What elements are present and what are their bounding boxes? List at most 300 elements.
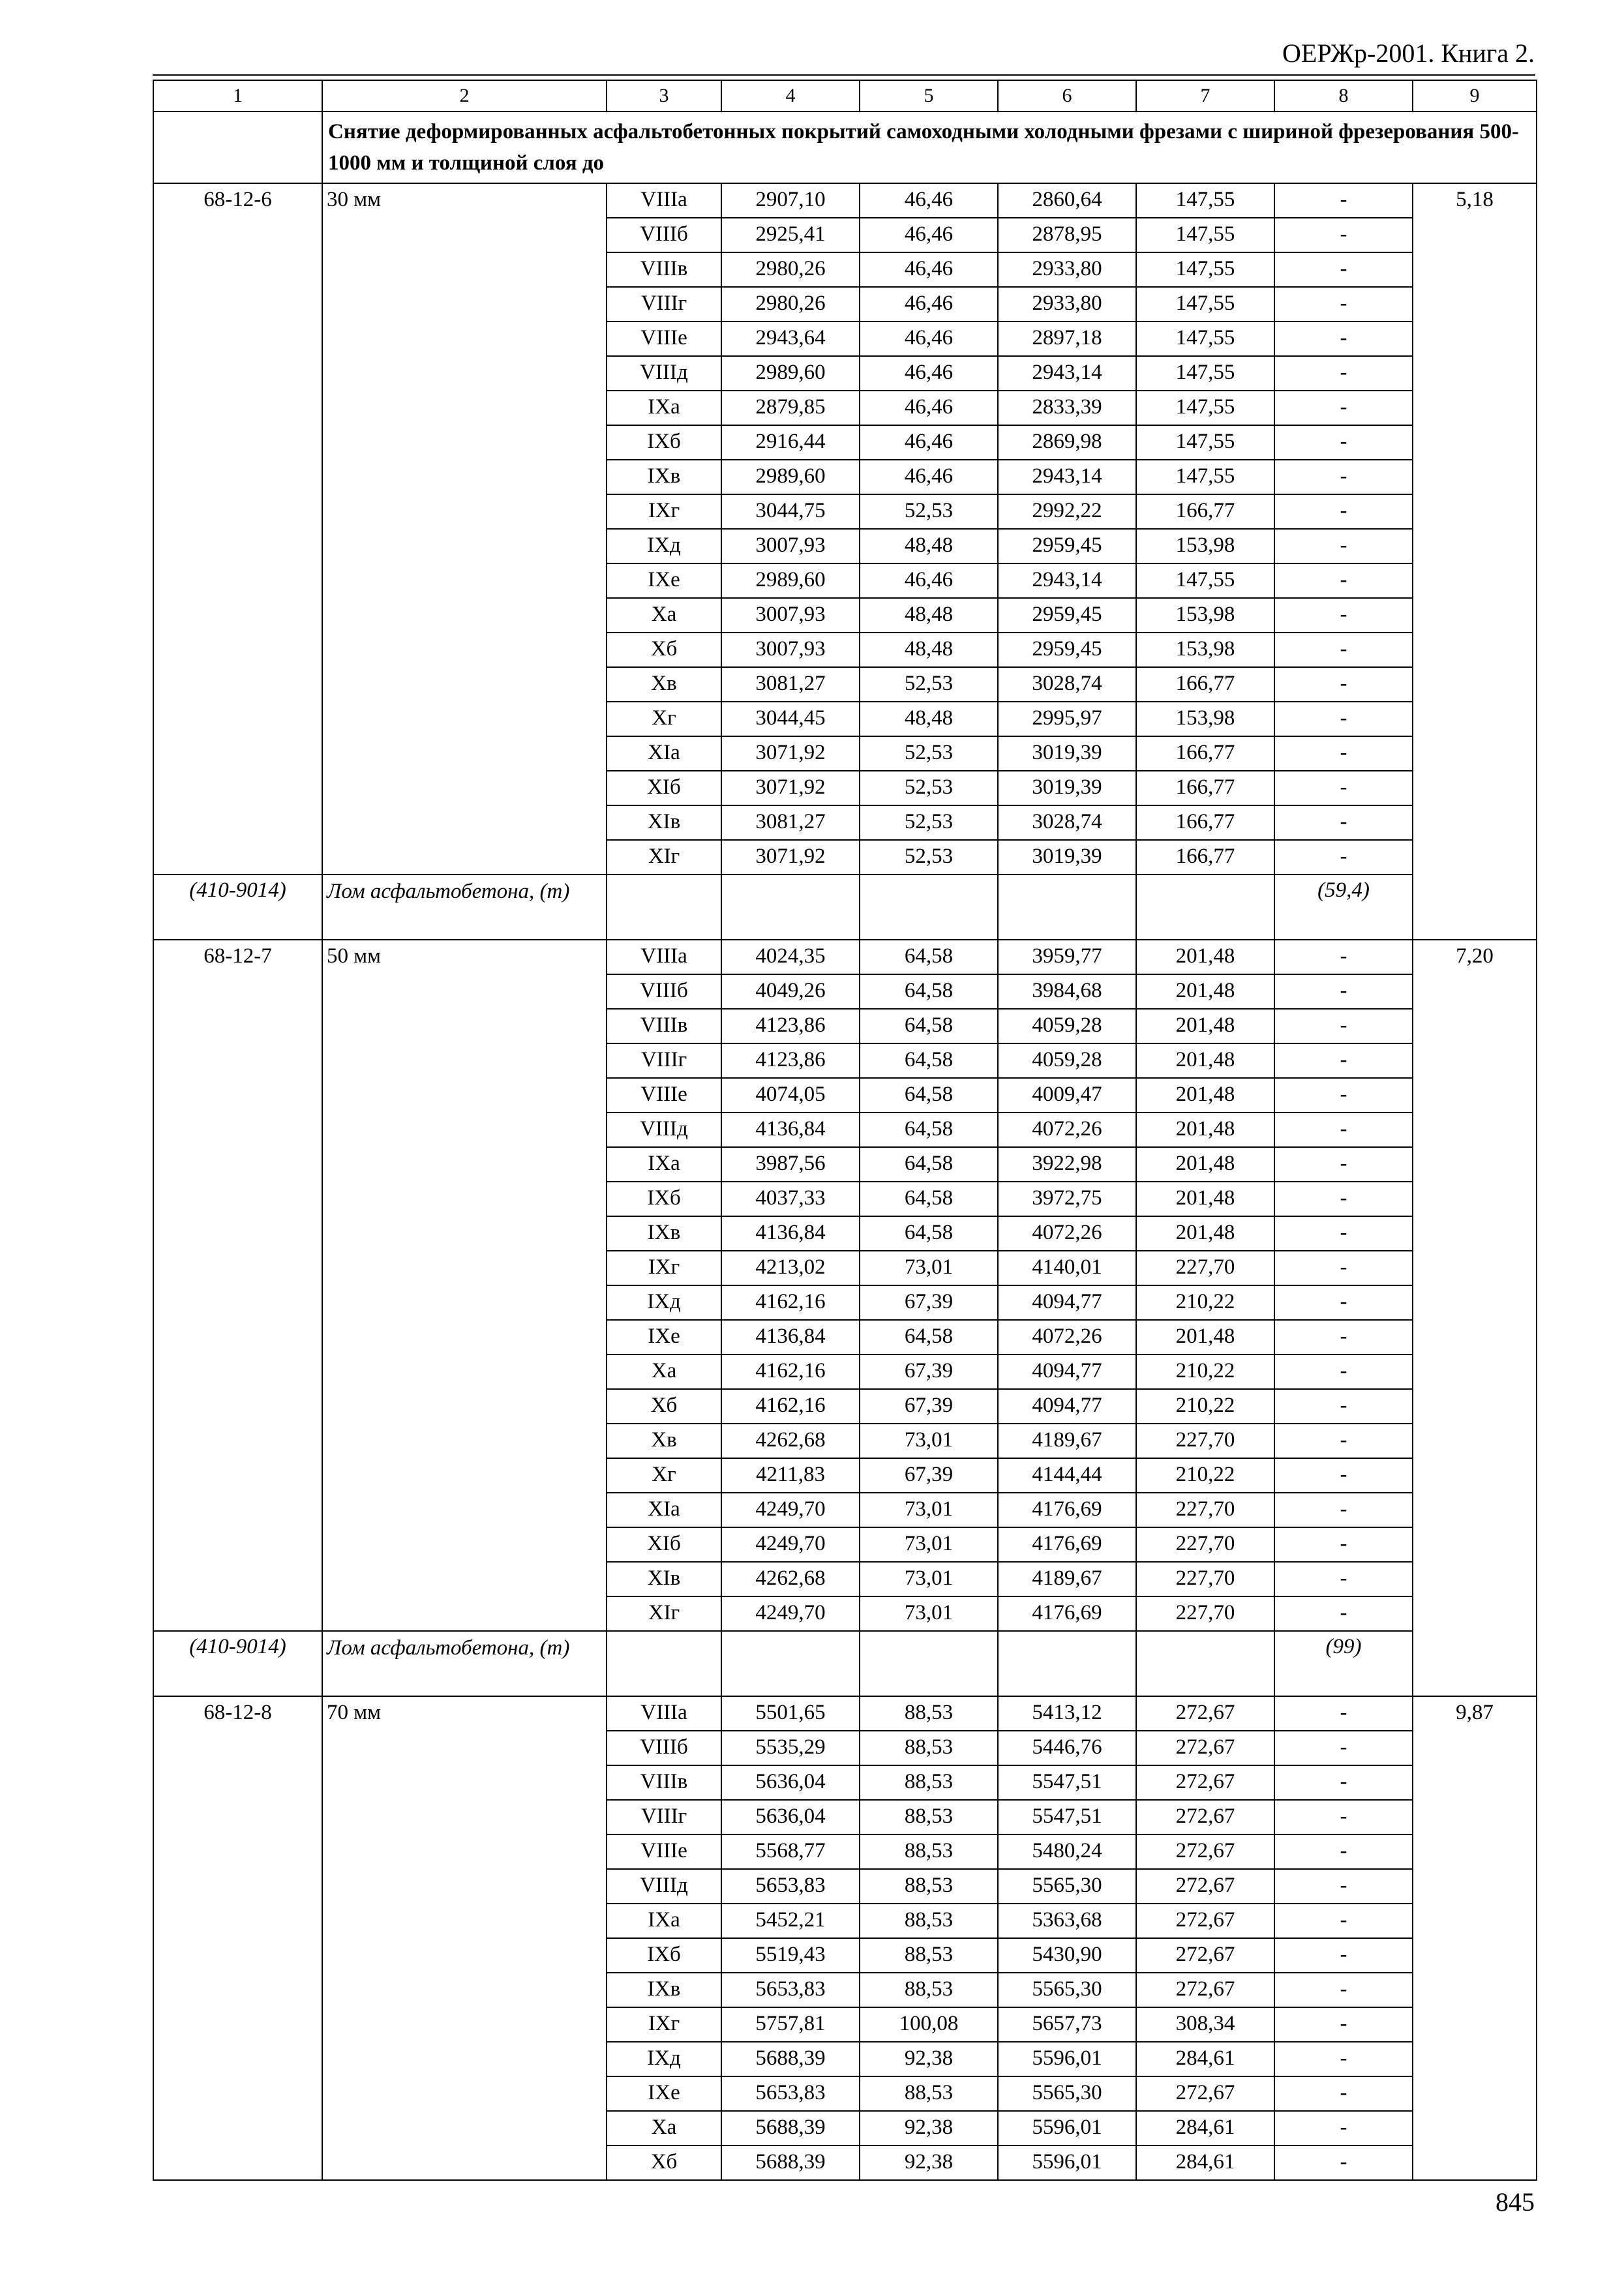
cell-col7: 201,48 xyxy=(1136,1113,1274,1147)
cell-col5: 46,46 xyxy=(860,252,998,287)
cell-col5: 88,53 xyxy=(860,1800,998,1834)
cell-col6: 5596,01 xyxy=(998,2042,1136,2076)
cell-col5: 48,48 xyxy=(860,598,998,633)
cell-col3: IXд xyxy=(607,1285,721,1320)
cell-col3: IXб xyxy=(607,1182,721,1216)
cell-col4: 5653,83 xyxy=(721,1869,860,1904)
cell-col8: - xyxy=(1274,1800,1413,1834)
cell-col4: 5636,04 xyxy=(721,1765,860,1800)
cell-col6: 5413,12 xyxy=(998,1696,1136,1731)
cell-col5: 73,01 xyxy=(860,1527,998,1562)
cell-col3: VIIIе xyxy=(607,1078,721,1113)
cell-col3: XIб xyxy=(607,1527,721,1562)
labor-value: 9,87 xyxy=(1413,1696,1537,2180)
cell-col8: - xyxy=(1274,287,1413,322)
cell-col8: - xyxy=(1274,1596,1413,1631)
cell-col6: 4094,77 xyxy=(998,1354,1136,1389)
cell-col5: 46,46 xyxy=(860,460,998,494)
material-code: (410-9014) xyxy=(153,875,322,940)
cell-col7: 201,48 xyxy=(1136,1216,1274,1251)
cell-col3: VIIIг xyxy=(607,1043,721,1078)
cell-col5: 73,01 xyxy=(860,1424,998,1458)
cell-col7: 272,67 xyxy=(1136,1904,1274,1938)
cell-col3: IXа xyxy=(607,1904,721,1938)
cell-col5: 92,38 xyxy=(860,2111,998,2146)
cell-col5: 46,46 xyxy=(860,287,998,322)
cell-col8: - xyxy=(1274,736,1413,771)
cell-col4: 4049,26 xyxy=(721,974,860,1009)
cell-col6: 2833,39 xyxy=(998,391,1136,425)
cell-col4: 5688,39 xyxy=(721,2042,860,2076)
cell-col7: 272,67 xyxy=(1136,2076,1274,2111)
cell-col5: 73,01 xyxy=(860,1251,998,1285)
cell-col5: 67,39 xyxy=(860,1285,998,1320)
cell-col7: 201,48 xyxy=(1136,1182,1274,1216)
cell-col8: - xyxy=(1274,1147,1413,1182)
cell-col8: - xyxy=(1274,1973,1413,2007)
rate-description: 50 мм xyxy=(322,940,607,1631)
cell-col4: 3081,27 xyxy=(721,805,860,840)
cell-col6: 2869,98 xyxy=(998,425,1136,460)
cell-col4: 4123,86 xyxy=(721,1009,860,1043)
cell-col3: VIIIа xyxy=(607,1696,721,1731)
cell-col8: - xyxy=(1274,322,1413,356)
cell-col3: VIIIе xyxy=(607,1834,721,1869)
material-empty xyxy=(860,875,998,940)
cell-col4: 4211,83 xyxy=(721,1458,860,1493)
column-number: 4 xyxy=(721,80,860,112)
cell-col6: 3028,74 xyxy=(998,805,1136,840)
material-row xyxy=(153,875,1537,940)
cell-col7: 147,55 xyxy=(1136,356,1274,391)
cell-col6: 5596,01 xyxy=(998,2146,1136,2180)
cell-col6: 2943,14 xyxy=(998,563,1136,598)
cell-col4: 4037,33 xyxy=(721,1182,860,1216)
cell-col4: 2907,10 xyxy=(721,183,860,218)
material-quantity: (59,4) xyxy=(1274,875,1413,940)
cell-col5: 64,58 xyxy=(860,974,998,1009)
cell-col5: 64,58 xyxy=(860,1009,998,1043)
cell-col5: 64,58 xyxy=(860,1043,998,1078)
cell-col3: IXд xyxy=(607,2042,721,2076)
cell-col7: 201,48 xyxy=(1136,1009,1274,1043)
cell-col6: 3019,39 xyxy=(998,736,1136,771)
material-name: Лом асфальтобетона, (т) xyxy=(322,1631,607,1696)
cell-col5: 92,38 xyxy=(860,2042,998,2076)
cell-col8: - xyxy=(1274,1938,1413,1973)
cell-col5: 52,53 xyxy=(860,840,998,875)
cell-col4: 3007,93 xyxy=(721,529,860,563)
cell-col7: 227,70 xyxy=(1136,1251,1274,1285)
cell-col8: - xyxy=(1274,1354,1413,1389)
cell-col4: 4162,16 xyxy=(721,1354,860,1389)
cell-col6: 3984,68 xyxy=(998,974,1136,1009)
cell-col8: - xyxy=(1274,563,1413,598)
cell-col7: 166,77 xyxy=(1136,840,1274,875)
material-empty xyxy=(1136,1631,1274,1696)
header-rule xyxy=(153,74,1535,76)
cell-col5: 88,53 xyxy=(860,1731,998,1765)
cell-col6: 4176,69 xyxy=(998,1527,1136,1562)
cell-col8: - xyxy=(1274,252,1413,287)
material-quantity: (99) xyxy=(1274,1631,1413,1696)
cell-col7: 272,67 xyxy=(1136,1973,1274,2007)
cell-col4: 4249,70 xyxy=(721,1493,860,1527)
column-number: 1 xyxy=(153,80,322,112)
cell-col7: 153,98 xyxy=(1136,633,1274,667)
cell-col3: Xв xyxy=(607,1424,721,1458)
cell-col7: 272,67 xyxy=(1136,1731,1274,1765)
cell-col4: 4136,84 xyxy=(721,1320,860,1354)
cell-col5: 73,01 xyxy=(860,1596,998,1631)
cell-col5: 88,53 xyxy=(860,1904,998,1938)
cell-col7: 147,55 xyxy=(1136,183,1274,218)
cell-col4: 5636,04 xyxy=(721,1800,860,1834)
labor-value: 5,18 xyxy=(1413,183,1537,940)
cell-col3: Xг xyxy=(607,1458,721,1493)
cell-col5: 88,53 xyxy=(860,1765,998,1800)
cell-col4: 3071,92 xyxy=(721,736,860,771)
cell-col4: 5757,81 xyxy=(721,2007,860,2042)
cell-col3: Xа xyxy=(607,2111,721,2146)
cell-col8: - xyxy=(1274,702,1413,736)
section-title-row xyxy=(153,112,1537,183)
cell-col7: 284,61 xyxy=(1136,2146,1274,2180)
cell-col6: 4144,44 xyxy=(998,1458,1136,1493)
cell-col5: 64,58 xyxy=(860,1320,998,1354)
cell-col8: - xyxy=(1274,2042,1413,2076)
cell-col6: 5446,76 xyxy=(998,1731,1136,1765)
cell-col7: 201,48 xyxy=(1136,974,1274,1009)
cell-col7: 147,55 xyxy=(1136,391,1274,425)
cell-col3: VIIIб xyxy=(607,218,721,252)
cell-col6: 4176,69 xyxy=(998,1493,1136,1527)
material-name: Лом асфальтобетона, (т) xyxy=(322,875,607,940)
cell-col8: - xyxy=(1274,356,1413,391)
cell-col7: 272,67 xyxy=(1136,1869,1274,1904)
cell-col3: VIIIг xyxy=(607,287,721,322)
cell-col5: 64,58 xyxy=(860,1147,998,1182)
cell-col6: 3972,75 xyxy=(998,1182,1136,1216)
cell-col7: 166,77 xyxy=(1136,771,1274,805)
column-number: 9 xyxy=(1413,80,1537,112)
cell-col3: Xа xyxy=(607,598,721,633)
cell-col3: XIа xyxy=(607,1493,721,1527)
cell-col3: VIIIе xyxy=(607,322,721,356)
cell-col8: - xyxy=(1274,1078,1413,1113)
cell-col4: 4074,05 xyxy=(721,1078,860,1113)
cell-col5: 48,48 xyxy=(860,529,998,563)
cell-col5: 64,58 xyxy=(860,1182,998,1216)
cell-col6: 2933,80 xyxy=(998,252,1136,287)
cell-col3: VIIIб xyxy=(607,1731,721,1765)
cell-col4: 5519,43 xyxy=(721,1938,860,1973)
cell-col8: - xyxy=(1274,940,1413,974)
column-number: 5 xyxy=(860,80,998,112)
cell-col6: 2959,45 xyxy=(998,598,1136,633)
cell-col6: 2943,14 xyxy=(998,356,1136,391)
cell-col6: 2943,14 xyxy=(998,460,1136,494)
material-empty xyxy=(860,1631,998,1696)
cell-col7: 272,67 xyxy=(1136,1938,1274,1973)
cell-col7: 227,70 xyxy=(1136,1493,1274,1527)
material-empty xyxy=(1136,875,1274,940)
cell-col6: 5596,01 xyxy=(998,2111,1136,2146)
cell-col4: 4262,68 xyxy=(721,1424,860,1458)
cell-col4: 4162,16 xyxy=(721,1389,860,1424)
cell-col4: 4136,84 xyxy=(721,1113,860,1147)
cell-col4: 4249,70 xyxy=(721,1596,860,1631)
cell-col8: - xyxy=(1274,667,1413,702)
cell-col3: VIIIд xyxy=(607,356,721,391)
cell-col3: IXв xyxy=(607,460,721,494)
cell-col8: - xyxy=(1274,1765,1413,1800)
cell-col8: - xyxy=(1274,1216,1413,1251)
cell-col5: 64,58 xyxy=(860,1216,998,1251)
cell-col6: 4189,67 xyxy=(998,1562,1136,1596)
cell-col5: 67,39 xyxy=(860,1354,998,1389)
cell-col3: Xв xyxy=(607,667,721,702)
cell-col5: 88,53 xyxy=(860,1696,998,1731)
cell-col5: 52,53 xyxy=(860,736,998,771)
cell-col8: - xyxy=(1274,1493,1413,1527)
material-empty xyxy=(607,1631,721,1696)
rate-code: 68-12-7 xyxy=(153,940,322,1631)
rate-description: 30 мм xyxy=(322,183,607,875)
cell-col3: IXд xyxy=(607,529,721,563)
table-row xyxy=(153,183,1537,218)
cell-col8: - xyxy=(1274,1251,1413,1285)
cell-col4: 2989,60 xyxy=(721,563,860,598)
page-number: 845 xyxy=(1496,2187,1535,2217)
cell-col6: 5363,68 xyxy=(998,1904,1136,1938)
cell-col7: 308,34 xyxy=(1136,2007,1274,2042)
cell-col8: - xyxy=(1274,598,1413,633)
cell-col8: - xyxy=(1274,974,1413,1009)
cell-col6: 5547,51 xyxy=(998,1765,1136,1800)
cell-col6: 4009,47 xyxy=(998,1078,1136,1113)
table-row xyxy=(153,940,1537,974)
cell-col6: 4059,28 xyxy=(998,1043,1136,1078)
cell-col3: XIв xyxy=(607,805,721,840)
cell-col3: XIв xyxy=(607,1562,721,1596)
cell-col6: 5657,73 xyxy=(998,2007,1136,2042)
cell-col7: 227,70 xyxy=(1136,1527,1274,1562)
cell-col8: - xyxy=(1274,1834,1413,1869)
cell-col8: - xyxy=(1274,1285,1413,1320)
cell-col6: 4072,26 xyxy=(998,1320,1136,1354)
cell-col6: 4189,67 xyxy=(998,1424,1136,1458)
cell-col5: 92,38 xyxy=(860,2146,998,2180)
cell-col6: 2995,97 xyxy=(998,702,1136,736)
cell-col5: 88,53 xyxy=(860,1869,998,1904)
cell-col3: VIIIд xyxy=(607,1113,721,1147)
cell-col4: 4123,86 xyxy=(721,1043,860,1078)
cell-col3: IXа xyxy=(607,391,721,425)
cell-col5: 52,53 xyxy=(860,494,998,529)
material-row xyxy=(153,1631,1537,1696)
section-title-spacer xyxy=(153,112,322,183)
cell-col7: 210,22 xyxy=(1136,1285,1274,1320)
cell-col6: 4140,01 xyxy=(998,1251,1136,1285)
cell-col8: - xyxy=(1274,2007,1413,2042)
cell-col8: - xyxy=(1274,460,1413,494)
material-empty xyxy=(607,875,721,940)
cell-col7: 166,77 xyxy=(1136,736,1274,771)
cell-col8: - xyxy=(1274,1904,1413,1938)
cell-col3: XIб xyxy=(607,771,721,805)
cell-col3: Xа xyxy=(607,1354,721,1389)
cell-col6: 5565,30 xyxy=(998,1973,1136,2007)
cell-col3: VIIIв xyxy=(607,1765,721,1800)
column-number: 6 xyxy=(998,80,1136,112)
cell-col7: 153,98 xyxy=(1136,598,1274,633)
cell-col4: 3081,27 xyxy=(721,667,860,702)
cell-col8: - xyxy=(1274,1869,1413,1904)
cell-col3: IXг xyxy=(607,494,721,529)
cell-col7: 210,22 xyxy=(1136,1458,1274,1493)
cell-col6: 4176,69 xyxy=(998,1596,1136,1631)
cell-col5: 46,46 xyxy=(860,425,998,460)
cell-col8: - xyxy=(1274,183,1413,218)
cell-col7: 201,48 xyxy=(1136,1320,1274,1354)
cell-col3: VIIIа xyxy=(607,940,721,974)
cell-col3: VIIIг xyxy=(607,1800,721,1834)
cell-col6: 3922,98 xyxy=(998,1147,1136,1182)
cell-col4: 4136,84 xyxy=(721,1216,860,1251)
material-empty xyxy=(998,875,1136,940)
cell-col6: 4094,77 xyxy=(998,1389,1136,1424)
cell-col4: 5501,65 xyxy=(721,1696,860,1731)
cell-col3: XIг xyxy=(607,1596,721,1631)
cell-col3: IXа xyxy=(607,1147,721,1182)
cell-col6: 4059,28 xyxy=(998,1009,1136,1043)
cell-col3: VIIIд xyxy=(607,1869,721,1904)
cell-col7: 166,77 xyxy=(1136,805,1274,840)
cell-col8: - xyxy=(1274,1424,1413,1458)
cell-col4: 5688,39 xyxy=(721,2111,860,2146)
rate-code: 68-12-8 xyxy=(153,1696,322,2180)
cell-col3: IXб xyxy=(607,425,721,460)
cell-col7: 284,61 xyxy=(1136,2111,1274,2146)
cell-col6: 2878,95 xyxy=(998,218,1136,252)
cell-col8: - xyxy=(1274,1527,1413,1562)
column-number-row xyxy=(153,80,1537,112)
cell-col8: - xyxy=(1274,2146,1413,2180)
cell-col5: 46,46 xyxy=(860,356,998,391)
cell-col7: 272,67 xyxy=(1136,1834,1274,1869)
cell-col4: 2925,41 xyxy=(721,218,860,252)
column-number: 7 xyxy=(1136,80,1274,112)
cell-col4: 5653,83 xyxy=(721,2076,860,2111)
cell-col7: 147,55 xyxy=(1136,425,1274,460)
cell-col7: 166,77 xyxy=(1136,667,1274,702)
rate-code: 68-12-6 xyxy=(153,183,322,875)
table-row xyxy=(153,1696,1537,1731)
cell-col4: 2980,26 xyxy=(721,252,860,287)
cell-col8: - xyxy=(1274,1009,1413,1043)
column-number: 2 xyxy=(322,80,607,112)
cell-col4: 4249,70 xyxy=(721,1527,860,1562)
cell-col5: 88,53 xyxy=(860,1834,998,1869)
cell-col4: 5688,39 xyxy=(721,2146,860,2180)
column-number: 8 xyxy=(1274,80,1413,112)
cell-col8: - xyxy=(1274,771,1413,805)
cell-col4: 3987,56 xyxy=(721,1147,860,1182)
cell-col4: 3044,45 xyxy=(721,702,860,736)
cell-col5: 73,01 xyxy=(860,1562,998,1596)
cell-col8: - xyxy=(1274,633,1413,667)
cell-col7: 147,55 xyxy=(1136,218,1274,252)
cell-col7: 201,48 xyxy=(1136,1078,1274,1113)
cell-col6: 5480,24 xyxy=(998,1834,1136,1869)
cell-col5: 52,53 xyxy=(860,771,998,805)
material-empty xyxy=(721,1631,860,1696)
cell-col3: XIа xyxy=(607,736,721,771)
cell-col3: IXв xyxy=(607,1973,721,2007)
cell-col7: 147,55 xyxy=(1136,322,1274,356)
cell-col7: 210,22 xyxy=(1136,1354,1274,1389)
cell-col5: 46,46 xyxy=(860,218,998,252)
cell-col8: - xyxy=(1274,1043,1413,1078)
cell-col5: 48,48 xyxy=(860,633,998,667)
cell-col4: 3044,75 xyxy=(721,494,860,529)
section-title: Снятие деформированных асфальтобетонных покрытий самоходными холодными фрезами с шириной фрезерования 500-1000 мм и толщиной слоя до xyxy=(322,112,1537,183)
cell-col5: 52,53 xyxy=(860,805,998,840)
cell-col8: - xyxy=(1274,840,1413,875)
cell-col8: - xyxy=(1274,1458,1413,1493)
cell-col6: 3019,39 xyxy=(998,771,1136,805)
cell-col8: - xyxy=(1274,1113,1413,1147)
cell-col6: 2933,80 xyxy=(998,287,1136,322)
cell-col8: - xyxy=(1274,218,1413,252)
cell-col7: 201,48 xyxy=(1136,940,1274,974)
cell-col6: 2860,64 xyxy=(998,183,1136,218)
cell-col3: IXе xyxy=(607,1320,721,1354)
rates-table xyxy=(153,80,1537,2181)
cell-col7: 227,70 xyxy=(1136,1424,1274,1458)
cell-col7: 284,61 xyxy=(1136,2042,1274,2076)
cell-col5: 88,53 xyxy=(860,1938,998,1973)
cell-col4: 2980,26 xyxy=(721,287,860,322)
cell-col6: 2959,45 xyxy=(998,633,1136,667)
cell-col6: 3019,39 xyxy=(998,840,1136,875)
cell-col8: - xyxy=(1274,529,1413,563)
cell-col4: 4262,68 xyxy=(721,1562,860,1596)
cell-col8: - xyxy=(1274,1182,1413,1216)
cell-col7: 166,77 xyxy=(1136,494,1274,529)
cell-col5: 48,48 xyxy=(860,702,998,736)
cell-col5: 46,46 xyxy=(860,563,998,598)
document-header: ОЕРЖр-2001. Книга 2. xyxy=(1282,38,1535,68)
cell-col7: 227,70 xyxy=(1136,1596,1274,1631)
cell-col5: 100,08 xyxy=(860,2007,998,2042)
cell-col5: 73,01 xyxy=(860,1493,998,1527)
cell-col3: IXе xyxy=(607,2076,721,2111)
cell-col7: 147,55 xyxy=(1136,563,1274,598)
cell-col3: VIIIб xyxy=(607,974,721,1009)
cell-col6: 3028,74 xyxy=(998,667,1136,702)
cell-col7: 272,67 xyxy=(1136,1765,1274,1800)
cell-col5: 64,58 xyxy=(860,1078,998,1113)
cell-col3: Xб xyxy=(607,633,721,667)
cell-col6: 4072,26 xyxy=(998,1216,1136,1251)
cell-col7: 153,98 xyxy=(1136,529,1274,563)
cell-col5: 67,39 xyxy=(860,1389,998,1424)
cell-col5: 52,53 xyxy=(860,667,998,702)
material-empty xyxy=(998,1631,1136,1696)
cell-col6: 2959,45 xyxy=(998,529,1136,563)
